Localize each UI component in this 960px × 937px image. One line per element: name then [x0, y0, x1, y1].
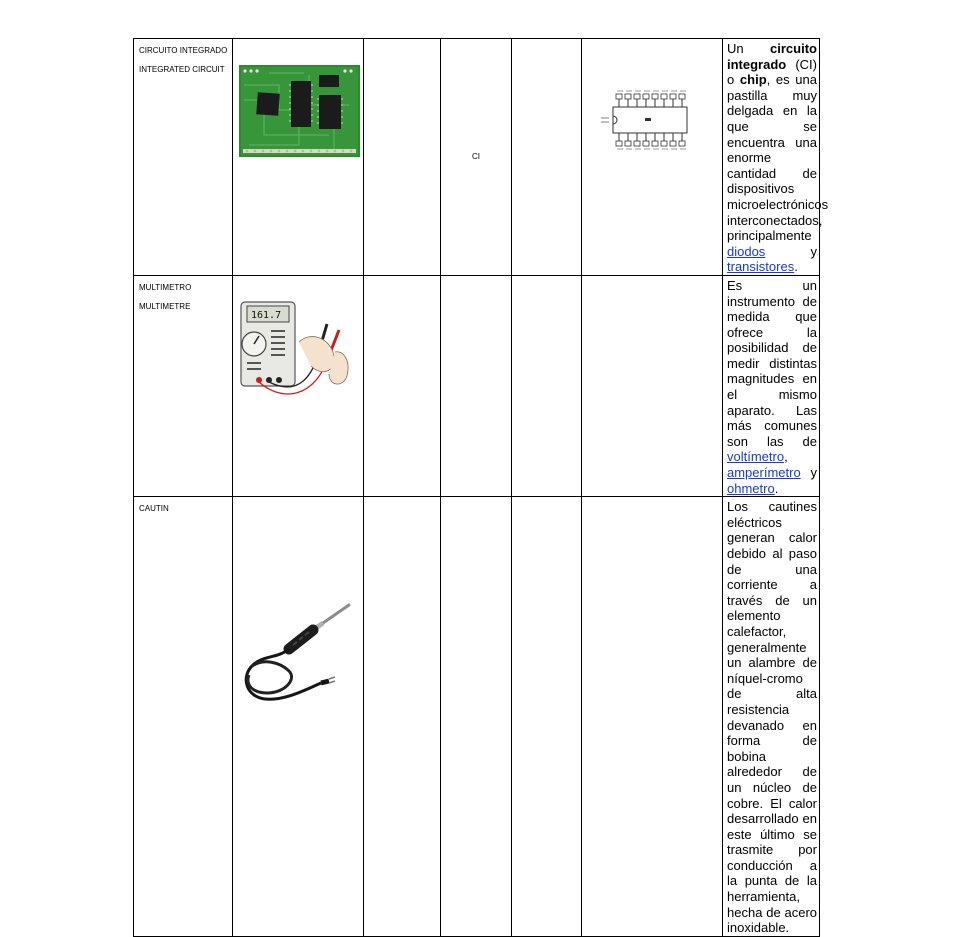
component-name-es: CIRCUITO INTEGRADO: [139, 46, 228, 55]
meter-reading: 161.7: [251, 309, 282, 321]
empty-cell: [512, 39, 582, 276]
description-bold-term: chip: [739, 72, 767, 88]
link-diodos[interactable]: diodos: [727, 243, 766, 259]
empty-cell: [364, 275, 441, 496]
empty-cell: [512, 497, 582, 937]
link-ohmetro[interactable]: ohmetro: [727, 480, 775, 496]
description-text: Es un instrumento de medida que ofrece la posibilidad de medir distintas magnitudes en el mismo aparato. Las más comunes son las de: [727, 277, 817, 449]
description-cell: [723, 275, 820, 496]
image-cell: [233, 497, 364, 937]
ic-chip-diagram: [599, 89, 697, 153]
name-cell: [134, 39, 233, 276]
description-text: (CI) o: [727, 56, 817, 88]
empty-cell: [582, 497, 723, 937]
component-name-es: CAUTIN: [139, 504, 169, 514]
description-text: ,: [784, 449, 788, 465]
description-text: y: [765, 243, 817, 259]
component-description: [723, 39, 829, 275]
description-text: .: [794, 259, 798, 275]
component-name-en: MULTIMETRE: [139, 301, 191, 311]
components-table: [133, 38, 829, 937]
component-symbol: CI: [472, 152, 480, 162]
component-name-es: MULTIMETRO: [139, 282, 192, 292]
empty-cell: [441, 497, 512, 937]
link-voltimetro[interactable]: voltímetro: [727, 449, 785, 465]
image-cell: [233, 39, 364, 276]
table-row: [134, 497, 820, 937]
empty-cell: [441, 275, 512, 496]
description-cell: [723, 39, 829, 276]
name-cell: [134, 497, 233, 937]
empty-cell: [364, 39, 441, 276]
link-amperimetro[interactable]: amperímetro: [727, 465, 801, 481]
table-row: [134, 39, 820, 276]
description-bold-term: circuito integrado: [727, 41, 817, 72]
link-transistores[interactable]: transistores: [727, 259, 795, 275]
component-description: [723, 497, 819, 936]
symbol-cell: [441, 39, 512, 276]
circuit-board-image: [239, 65, 360, 157]
description-text: y: [800, 465, 817, 481]
empty-cell: [364, 497, 441, 937]
image-cell: [233, 275, 364, 496]
multimeter-image: [239, 296, 353, 404]
description-text: , es una pastilla muy delgada en la que se encuentra una enorme cantidad de dispositivos microelectrónicos interconectados, principalmente: [727, 72, 829, 244]
name-cell: [134, 275, 233, 496]
description-text: Los cautines eléctricos generan calor debido al paso de una corriente a través de un elemento calefactor, generalmente un alambre de níquel-cromo de alta resistencia devanado en forma de bobina alrededor de un núcleo de cobre. El calor desarrollado en este último se trasmite por conducción a la punta de la herramienta, hecha de acero inoxidable.: [727, 499, 817, 936]
diagram-cell: [582, 39, 723, 276]
component-description: [723, 276, 819, 496]
soldering-iron-image: [237, 597, 357, 709]
component-name-en: INTEGRATED CIRCUIT: [139, 65, 225, 74]
empty-cell: [582, 275, 723, 496]
table-row: [134, 275, 820, 496]
description-cell: [723, 497, 820, 937]
description-text: .: [774, 480, 779, 496]
empty-cell: [512, 275, 582, 496]
description-text: Un: [727, 41, 771, 56]
